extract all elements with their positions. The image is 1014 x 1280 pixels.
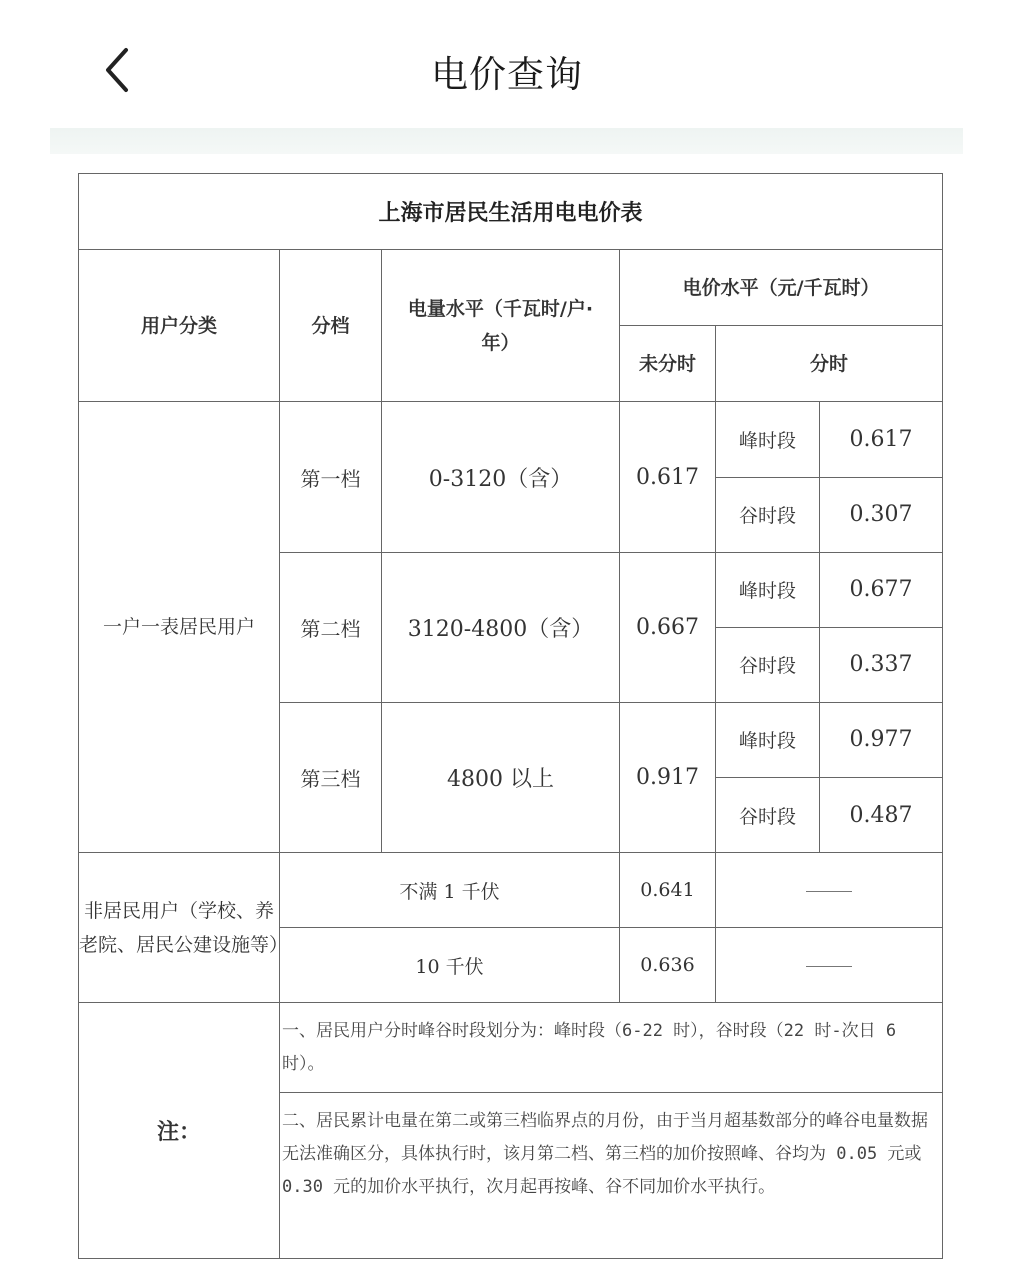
tier-1-peak: 0.617 [820, 402, 943, 477]
non-res-1-tou [716, 853, 943, 928]
tier-1-peak-label: 峰时段 [716, 402, 820, 477]
nav-bar [0, 0, 1014, 130]
tier-2-name: 第二档 [280, 552, 382, 702]
header-tou: 分时 [716, 326, 943, 402]
non-res-1-flat: 0.641 [620, 853, 716, 928]
tier-1-range: 0-3120（含） [382, 402, 620, 552]
header-price: 电价水平（元/千瓦时） [620, 250, 943, 326]
non-residential-category: 非居民用户（学校、养老院、居民公建设施等） [79, 853, 280, 1003]
note-1: 一、居民用户分时峰谷时段划分为：峰时段（6-22 时），谷时段（22 时-次日 6 时）。 [280, 1003, 943, 1092]
tier-2-peak-label: 峰时段 [716, 552, 820, 627]
notes-label: 注： [79, 1003, 280, 1259]
tier-2-range: 3120-4800（含） [382, 552, 620, 702]
tier-1-valley-label: 谷时段 [716, 477, 820, 552]
price-table [78, 173, 943, 1259]
table-title: 上海市居民生活用电电价表 [79, 174, 943, 250]
header-divider [50, 128, 963, 154]
residential-category: 一户一表居民用户 [79, 402, 280, 853]
tier-2-valley: 0.337 [820, 627, 943, 702]
note-2: 二、居民累计电量在第二或第三档临界点的月份，由于当月超基数部分的峰谷电量数据无法准确区分，具体执行时，该月第二档、第三档的加价按照峰、谷均为 0.05 元或 0.30 元的加价水平执行，次月起再按峰、谷不同加价水平执行。 [280, 1092, 943, 1258]
tier-3-peak-label: 峰时段 [716, 702, 820, 777]
tier-1-valley: 0.307 [820, 477, 943, 552]
header-flat: 未分时 [620, 326, 716, 402]
non-res-2-flat: 0.636 [620, 928, 716, 1003]
non-res-1-level: 不满 1 千伏 [280, 853, 620, 928]
price-table-image [78, 173, 942, 1259]
tier-2-peak: 0.677 [820, 552, 943, 627]
tier-3-peak: 0.977 [820, 702, 943, 777]
non-res-2-tou [716, 928, 943, 1003]
tier-3-name: 第三档 [280, 702, 382, 852]
tier-3-flat: 0.917 [620, 702, 716, 852]
page-title: 电价查询 [431, 53, 583, 96]
tier-3-valley: 0.487 [820, 778, 943, 853]
tier-1-flat: 0.617 [620, 402, 716, 552]
tier-2-flat: 0.667 [620, 552, 716, 702]
header-category: 用户分类 [79, 250, 280, 402]
non-res-2-level: 10 千伏 [280, 928, 620, 1003]
tier-3-range: 4800 以上 [382, 702, 620, 852]
header-level: 电量水平（千瓦时/户·年） [382, 250, 620, 402]
non-res-1-tou-dash [806, 891, 852, 892]
tier-2-valley-label: 谷时段 [716, 627, 820, 702]
tier-1-name: 第一档 [280, 402, 382, 552]
header-tier: 分档 [280, 250, 382, 402]
non-res-2-tou-dash [806, 966, 852, 967]
tier-3-valley-label: 谷时段 [716, 778, 820, 853]
